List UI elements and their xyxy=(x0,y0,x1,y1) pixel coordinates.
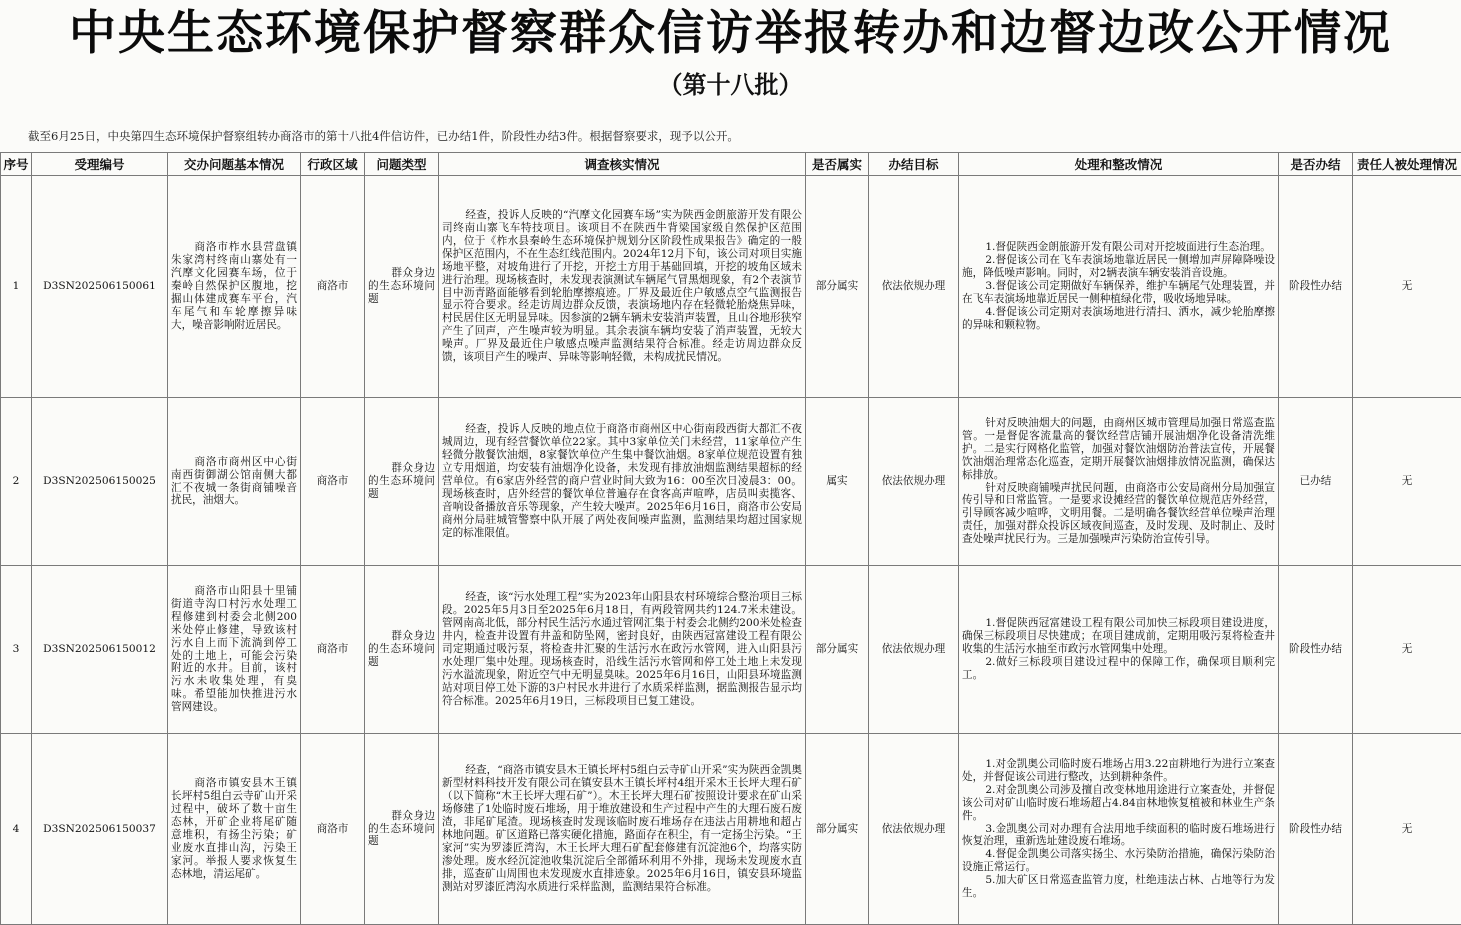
cell-region: 商洛市 xyxy=(301,176,365,398)
table-row xyxy=(1,398,1461,566)
cell-id: D3SN202506150025 xyxy=(32,398,168,566)
cell-type: 群众身边的生态环境问题 xyxy=(365,566,439,734)
table-row xyxy=(1,176,1461,398)
cell-no: 4 xyxy=(1,734,32,925)
col-header-no: 序号 xyxy=(1,153,32,176)
cell-no: 2 xyxy=(1,398,32,566)
col-header-closed: 是否办结 xyxy=(1279,153,1353,176)
cell-issue: 商洛市镇安县木王镇长坪村5组白云寺矿山开采过程中，破坏了数十亩生态林，开矿企业将尾矿随意堆积，有扬尘污染；矿业废水直排山沟，污染王家河。举报人要求恢复生态林地，清运尾矿。 xyxy=(168,734,301,925)
cell-investigation: 经查，该“污水处理工程”实为2023年山阳县农村环境综合整治项目三标段。2025年5月3日至2025年6月18日，有两段管网共约124.7米未建设。管网南高北低，部分村民生活污水通过管网汇集于村委会北侧约200米处检查井内，检查井设置有井盖和防坠网，密封良好，由陕西冠富建设工程有限公司定期通过吸污泵，将检查井汇聚的生活污水在政污水管网，进入山阳县污水处理厂集中处理。现场核查时，沿线生活污水管网和停工处土地上未发现污水溢流现象，附近空气中无明显臭味。2025年6月16日，山阳县环境监测站对项目停工处下游的3户村民水井进行了水质采样监测，据监测报告显示均符合标准。2025年6月19日，三标段项目已复工建设。 xyxy=(439,566,806,734)
cell-rectification: 1.督促陕西冠富建设工程有限公司加快三标段项目建设进度，确保三标段项目尽快建成；在项目建成前，定期用吸污泵将检查井收集的生活污水抽至市政污水管网集中处理。 2.做好三标段项目建设过程中的保障工作，确保项目顺利完工。 xyxy=(959,566,1279,734)
cell-rectification: 1.督促陕西金朗旅游开发有限公司对开挖坡面进行生态治理。 2.督促该公司在飞车表演场地靠近居民一侧增加声屏障降噪设施，降低噪声影响。同时，对2辆表演车辆安装消音设施。 3.督促该公司定期做好车辆保养，维护车辆尾气处理装置，并在飞车表演场地靠近居民一侧种植绿化带，吸收场地异味。 4.督促该公司定期对表演场地进行清扫、洒水，减少轮胎摩擦的异味和颗粒物。 xyxy=(959,176,1279,398)
cell-goal: 依法依规办理 xyxy=(869,566,959,734)
cell-no: 3 xyxy=(1,566,32,734)
cell-closed: 阶段性办结 xyxy=(1279,176,1353,398)
cell-investigation: 经查，“商洛市镇安县木王镇长坪村5组白云寺矿山开采”实为陕西金凯奥新型材料科技开发有限公司在镇安县木王镇长坪村4组开采木王长坪大理石矿（以下简称“木王长坪大理石矿”）。木王长坪大理石矿按照设计要求在矿山采场修建了1处临时废石堆场，用于堆放建设和生产过程中产生的大理石废石废渣，非尾矿尾渣。现场核查时发现该临时废石堆场存在违法占用耕地和超占林地问题。矿区道路已落实硬化措施，路面存在积尘，有一定扬尘污染。“王家河”实为罗漆匠湾沟，木王长坪大理石矿配套修建有沉淀池6个，均落实防渗处理。废水经沉淀池收集沉淀后全部循环利用不外排，现场未发现废水直排，巡查矿山周围也未发现废水直排迹象。2025年6月16日，镇安县环境监测站对罗漆匠湾沟水质进行采样监测，监测结果符合标准。 xyxy=(439,734,806,925)
cell-type: 群众身边的生态环境问题 xyxy=(365,398,439,566)
intro-paragraph: 截至6月25日，中央第四生态环境保护督察组转办商洛市的第十八批4件信访件，已办结1件，阶段性办结3件。根据督察要求，现予以公开。 xyxy=(28,128,1448,144)
cell-rectification: 1.对金凯奥公司临时废石堆场占用3.22亩耕地行为进行立案查处，并督促该公司进行整改，达到耕种条件。 2.对金凯奥公司涉及擅自改变林地用途进行立案查处，并督促该公司对矿山临时废石堆场超占4.84亩林地恢复植被和林业生产条件。 3.金凯奥公司对办理有合法用地手续面积的临时废石堆场进行恢复治理，重新选址建设废石堆场。 4.督促金凯奥公司落实扬尘、水污染防治措施，确保污染防治设施正常运行。 5.加大矿区日常巡查监管力度，杜绝违法占林、占地等行为发生。 xyxy=(959,734,1279,925)
cell-verified: 部分属实 xyxy=(806,734,869,925)
batch-subtitle: （第十八批） xyxy=(0,70,1461,100)
col-header-issue: 交办问题基本情况 xyxy=(168,153,301,176)
cell-issue: 商洛市山阳县十里铺街道寺沟口村污水处理工程修建到村委会北侧200米处停止修建，导致该村污水自上而下流淌到停工处的土地上，可能会污染附近的水井。目前，该村污水未收集处理，有臭味。希望能加快推进污水管网建设。 xyxy=(168,566,301,734)
col-header-id: 受理编号 xyxy=(32,153,168,176)
table-header-row xyxy=(1,153,1461,176)
cell-closed: 阶段性办结 xyxy=(1279,566,1353,734)
col-header-type: 问题类型 xyxy=(365,153,439,176)
cell-verified: 部分属实 xyxy=(806,176,869,398)
cell-verified: 属实 xyxy=(806,398,869,566)
cell-accountability: 无 xyxy=(1353,734,1461,925)
cell-rectification: 针对反映油烟大的问题，由商州区城市管理局加强日常巡查监管。一是督促客流量高的餐饮经营店铺开展油烟净化设备清洗维护。二是实行网格化监管，加强对餐饮油烟防治普法宣传，开展餐饮油烟治理常态化巡查，定期开展餐饮油烟排放情况监测，确保达标排放。 针对反映商铺噪声扰民问题，由商洛市公安局商州分局加强宣传引导和日常监管。一是要求设摊经营的餐饮单位规范店外经营，引导顾客减少喧哗，文明用餐。二是明确各餐饮经营单位噪声治理责任，加强对群众投诉区域夜间巡查，及时发现、及时制止、及时查处噪声扰民行为。三是加强噪声污染防治宣传引导。 xyxy=(959,398,1279,566)
cell-region: 商洛市 xyxy=(301,566,365,734)
cell-region: 商洛市 xyxy=(301,734,365,925)
cell-id: D3SN202506150061 xyxy=(32,176,168,398)
cell-accountability: 无 xyxy=(1353,176,1461,398)
col-header-goal: 办结目标 xyxy=(869,153,959,176)
cell-investigation: 经查，投诉人反映的“汽摩文化园赛车场”实为陕西金朗旅游开发有限公司终南山寨飞车特技项目。该项目不在陕西牛背梁国家级自然保护区范围内，位于《柞水县秦岭生态环境保护规划分区阶段性成果报告》确定的一般保护区范围内，不在生态红线范围内。2024年12月下旬，该公司对项目实施场地平整，对坡角进行了开挖，开挖土方用于基础回填，开挖的坡角区域未进行治理。现场核查时，未发现表演测试车辆尾气冒黑烟现象，有2个表演节目中沥青路面能够看到轮胎摩擦痕迹。厂界及最近住户敏感点空气监测报告显示符合要求。经走访周边群众反馈，表演场地内存在轻微轮胎烧焦异味，村民居住区无明显异味。因参演的2辆车辆未安装消声装置，且山谷地形狭窄产生了回声，产生噪声较为明显。其余表演车辆均安装了消声装置，无较大噪声。厂界及最近住户敏感点噪声监测结果符合标准。经走访周边群众反馈，该项目产生的噪声、异味等影响轻微，未构成扰民情况。 xyxy=(439,176,806,398)
cell-investigation: 经查，投诉人反映的地点位于商洛市商州区中心街南段西街大都汇不夜城周边，现有经营餐饮单位22家。其中3家单位关门未经营，11家单位产生轻微分散餐饮油烟，8家餐饮单位产生集中餐饮油烟。8家单位规范设置有独立专用烟道，均安装有油烟净化设备，未发现有排放油烟监测结果超标的经营单位。有6家店外经营的商户营业时间大致为16：00至次日凌晨3：00。现场核查时，店外经营的餐饮单位普遍存在食客高声喧哗，店员叫卖揽客、音响设备播放音乐等现象，产生较大噪声。2025年6月16日，商洛市公安局商州分局驻城管警察中队开展了两处夜间噪声监测，监测结果均超过国家规定的标准限值。 xyxy=(439,398,806,566)
cell-type: 群众身边的生态环境问题 xyxy=(365,734,439,925)
col-header-region: 行政区域 xyxy=(301,153,365,176)
col-header-accountability: 责任人被处理情况 xyxy=(1353,153,1461,176)
cell-issue: 商洛市商州区中心街南西街御湖公馆南侧大都汇不夜城一条街商铺噪音扰民，油烟大。 xyxy=(168,398,301,566)
cell-accountability: 无 xyxy=(1353,398,1461,566)
table-row xyxy=(1,566,1461,734)
cell-id: D3SN202506150037 xyxy=(32,734,168,925)
complaint-table xyxy=(0,152,1461,925)
cell-goal: 依法依规办理 xyxy=(869,734,959,925)
col-header-rectification: 处理和整改情况 xyxy=(959,153,1279,176)
cell-accountability: 无 xyxy=(1353,566,1461,734)
table-row xyxy=(1,734,1461,925)
cell-verified: 部分属实 xyxy=(806,566,869,734)
col-header-verified: 是否属实 xyxy=(806,153,869,176)
cell-id: D3SN202506150012 xyxy=(32,566,168,734)
cell-goal: 依法依规办理 xyxy=(869,398,959,566)
col-header-investigation: 调查核实情况 xyxy=(439,153,806,176)
cell-closed: 已办结 xyxy=(1279,398,1353,566)
page-title: 中央生态环境保护督察群众信访举报转办和边督边改公开情况 xyxy=(0,6,1461,62)
cell-goal: 依法依规办理 xyxy=(869,176,959,398)
cell-region: 商洛市 xyxy=(301,398,365,566)
cell-issue: 商洛市柞水县营盘镇朱家湾村终南山寨处有一汽摩文化园赛车场，位于秦岭自然保护区腹地，挖掘山体建成赛车平台，汽车尾气和车轮摩擦异味大，噪音影响附近居民。 xyxy=(168,176,301,398)
cell-no: 1 xyxy=(1,176,32,398)
cell-type: 群众身边的生态环境问题 xyxy=(365,176,439,398)
cell-closed: 阶段性办结 xyxy=(1279,734,1353,925)
